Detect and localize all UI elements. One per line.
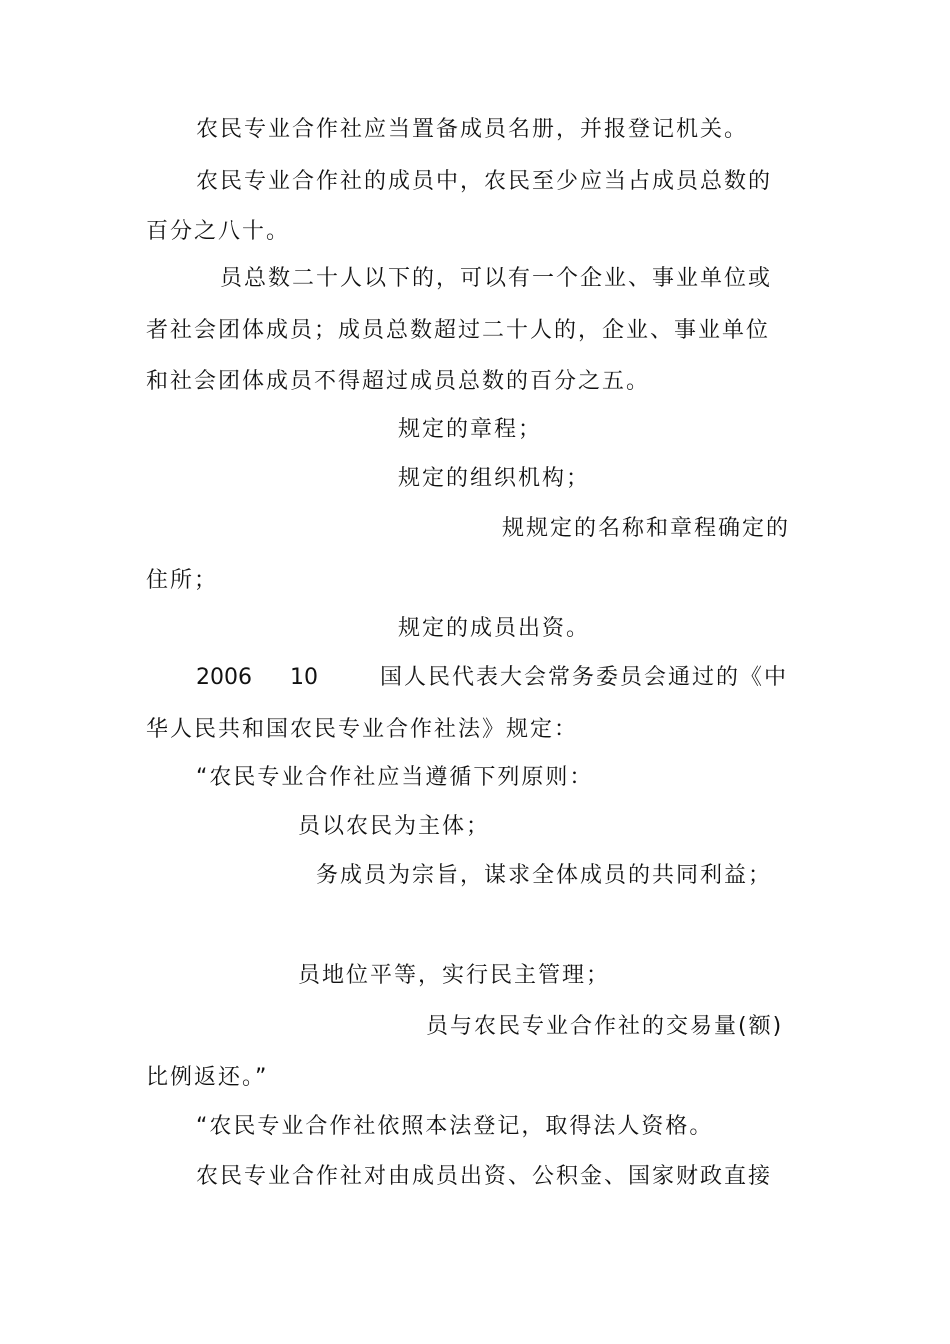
paragraph-line: 员地位平等，实行民主管理； — [298, 963, 611, 988]
year-number: 2006 — [196, 665, 252, 690]
paragraph-line: 比例返还。” — [146, 1065, 269, 1090]
paragraph-line: 农民专业合作社对由成员出资、公积金、国家财政直接 — [196, 1164, 773, 1189]
paragraph-line: “农民专业合作社依照本法登记，取得法人资格。 — [196, 1114, 714, 1139]
paragraph-line: 规定的章程； — [398, 417, 543, 442]
month-number: 10 — [290, 665, 318, 690]
paragraph-line: 员与农民专业合作社的交易量(额) — [426, 1014, 784, 1039]
paragraph-line: 员以农民为主体； — [298, 814, 491, 839]
paragraph-line: 员总数二十人以下的，可以有一个企业、事业单位或 — [220, 266, 773, 291]
paragraph-line: 者社会团体成员；成员总数超过二十人的，企业、事业单位 — [146, 318, 771, 343]
paragraph-line: 百分之八十。 — [146, 219, 291, 244]
paragraph-line: 规定的成员出资。 — [398, 616, 591, 641]
paragraph-line: 务成员为宗旨，谋求全体成员的共同利益； — [316, 863, 773, 888]
paragraph-line: 和社会团体成员不得超过成员总数的百分之五。 — [146, 369, 651, 394]
paragraph-line: 农民专业合作社应当置备成员名册，并报登记机关。 — [196, 117, 749, 142]
paragraph-line: “农民专业合作社应当遵循下列原则： — [196, 765, 594, 790]
paragraph-line: 住所； — [146, 568, 219, 593]
paragraph-line: 农民专业合作社的成员中，农民至少应当占成员总数的 — [196, 169, 773, 194]
paragraph-line: 华人民共和国农民专业合作社法》规定： — [146, 717, 579, 742]
paragraph-line: 规定的组织机构； — [398, 466, 591, 491]
paragraph-line: 国人民代表大会常务委员会通过的《中 — [380, 665, 789, 690]
paragraph-line: 规规定的名称和章程确定的 — [502, 516, 791, 541]
